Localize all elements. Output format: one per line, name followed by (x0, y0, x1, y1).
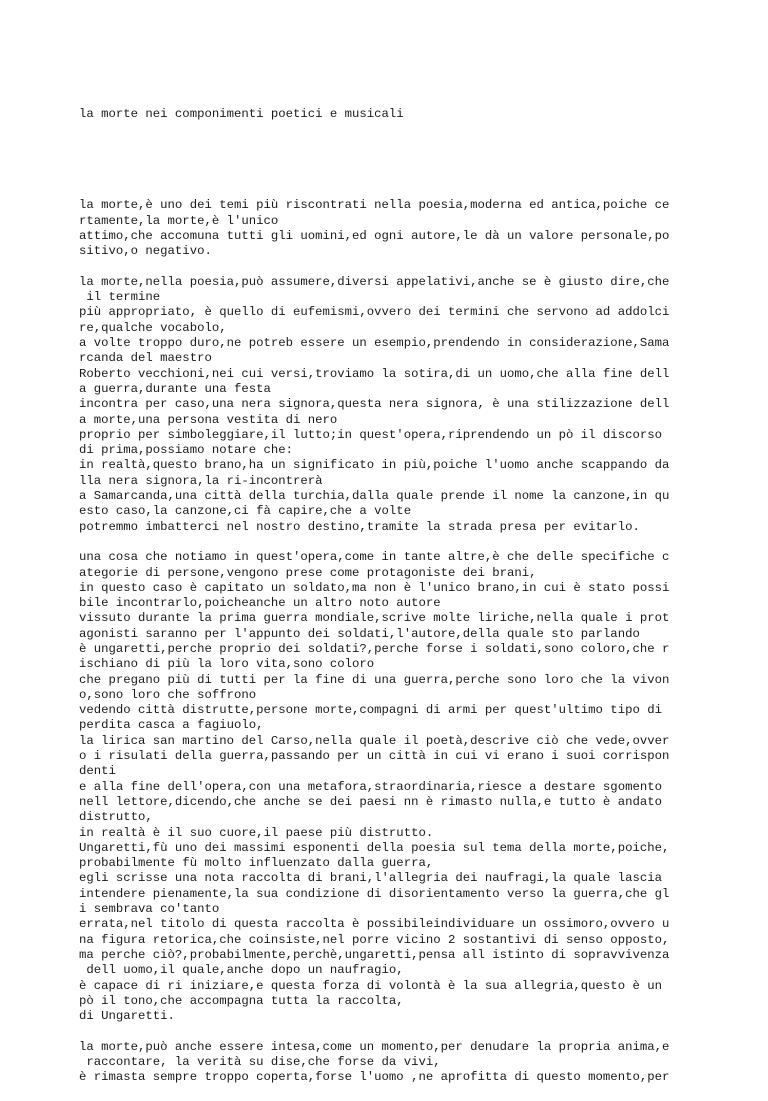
paragraph-spacer (79, 535, 719, 550)
text-line: agonisti saranno per l'appunto dei soldati,l'autore,della quale sto parlando (79, 626, 640, 641)
text-line: attimo,che accomuna tutti gli uomini,ed ogni autore,le dà un valore personale,po (79, 228, 670, 243)
paragraph-spacer (79, 260, 719, 275)
text-line: re,qualche vocabolo, (79, 320, 227, 335)
text-line: Roberto vecchioni,nei cui versi,troviamo la sotira,di un uomo,che alla fine dell (79, 366, 670, 381)
text-line: intendere pienamente,la sua condizione di disorientamento verso la guerra,che gl (79, 886, 670, 901)
text-line: raccontare, la verità su dise,che forse da vivi, (79, 1055, 441, 1069)
text-line: lla nera signora,la ri-incontrerà (79, 473, 323, 488)
text-line: in realtà,questo brano,ha un significato in più,poiche l'uomo anche scappando da (79, 458, 670, 473)
text-line: è rimasta sempre troppo coperta,forse l'uomo ,ne aprofitta di questo momento,per (79, 1070, 670, 1085)
text-line: o,sono loro che soffrono (79, 687, 257, 702)
text-line: nell lettore,dicendo,che anche se dei paesi nn è rimasto nulla,e tutto è andato (79, 794, 662, 809)
text-line: i sembrava co'tanto (79, 902, 220, 917)
text-line: Ungaretti,fù uno dei massimi esponenti della poesia sul tema della morte,poiche, (79, 840, 670, 855)
text-line: perdita casca a fagiuolo, (79, 718, 264, 733)
text-line: pò il tono,che accompagna tutta la raccolta, (79, 993, 404, 1008)
text-line: di Ungaretti. (79, 1009, 175, 1024)
text-line: na figura retorica,che coinsiste,nel porre vicino 2 sostantivi di senso opposto, (79, 932, 670, 947)
text-line: a morte,una persona vestita di nero (79, 412, 338, 427)
text-line: potremmo imbatterci nel nostro destino,tramite la strada presa per evitarlo. (79, 519, 640, 534)
text-line: incontra per caso,una nera signora,questa nera signora, è una stilizzazione dell (79, 397, 670, 412)
text-line: il termine (79, 290, 161, 305)
paragraph (79, 275, 719, 535)
text-line: di prima,possiamo notare che: (79, 443, 294, 458)
text-line: bile incontrarlo,poicheanche un altro noto autore (79, 596, 441, 611)
text-line: vedendo città distrutte,persone morte,compagni di armi per quest'ultimo tipo di (79, 703, 662, 718)
paragraph-spacer (79, 152, 719, 167)
text-line: probabilmente fù molto influenzato dalla guerra, (79, 856, 434, 871)
text-line: la morte,può anche essere intesa,come un momento,per denudare la propria anima,e (79, 1039, 670, 1054)
text-line: la morte,nella poesia,può assumere,diversi appelativi,anche se è giusto dire,che (79, 274, 670, 289)
document-title: la morte nei componimenti poetici e musicali (79, 106, 404, 121)
text-line: è capace di ri iniziare,e questa forza di volontà è la sua allegria,questo è un (79, 978, 662, 993)
text-line: a guerra,durante una festa (79, 381, 271, 396)
text-line: egli scrisse una nota raccolta di brani,l'allegria dei naufragi,la quale lascia (79, 871, 662, 886)
text-line: distrutto, (79, 810, 153, 825)
document-body (79, 198, 719, 1085)
text-line: o i risulati della guerra,passando per un città in cui vi erano i suoi corrispon (79, 749, 670, 764)
text-line: sitivo,o negativo. (79, 244, 212, 259)
text-line: a volte troppo duro,ne potreb essere un esempio,prendendo in considerazione,Sama (79, 336, 670, 351)
paragraph (79, 1040, 719, 1086)
text-line: dell uomo,il quale,anche dopo un naufragio, (79, 963, 404, 978)
paragraph (79, 550, 719, 1024)
text-line: rcanda del maestro (79, 351, 212, 366)
text-line: esto caso,la canzone,ci fà capire,che a volte (79, 504, 412, 519)
text-line: denti (79, 764, 116, 779)
text-line: ischiano di più la loro vita,sono coloro (79, 657, 375, 672)
text-line: la lirica san martino del Carso,nella quale il poetà,descrive ciò che vede,ovver (79, 733, 670, 748)
text-line: ategorie di persone,vengono prese come protagoniste dei brani, (79, 565, 537, 580)
text-line: in realtà è il suo cuore,il paese più distrutto. (79, 825, 434, 840)
text-line: che pregano più di tutti per la fine di una guerra,perche sono loro che la vivon (79, 672, 670, 687)
text-line: proprio per simboleggiare,il lutto;in quest'opera,riprendendo un pò il discorso (79, 427, 662, 442)
text-line: ma perche ciò?,probabilmente,perchè,ungaretti,pensa all istinto di sopravvivenza (79, 947, 670, 962)
paragraph-spacer (79, 1024, 719, 1039)
text-line: vissuto durante la prima guerra mondiale,scrive molte liriche,nella quale i prot (79, 611, 670, 626)
text-line: una cosa che notiamo in quest'opera,come in tante altre,è che delle specifiche c (79, 550, 670, 565)
text-line: e alla fine dell'opera,con una metafora,straordinaria,riesce a destare sgomento (79, 779, 662, 794)
text-line: in questo caso è capitato un soldato,ma non è l'unico brano,in cui è stato possi (79, 580, 670, 595)
text-line: la morte,è uno dei temi più riscontrati nella poesia,moderna ed antica,poiche ce (79, 198, 670, 213)
text-line: a Samarcanda,una città della turchia,dalla quale prende il nome la canzone,in qu (79, 489, 670, 504)
text-line: errata,nel titolo di questa raccolta è possibileindividuare un ossimoro,ovvero u (79, 917, 670, 932)
text-line: è ungaretti,perche proprio dei soldati?,perche forse i soldati,sono coloro,che r (79, 641, 670, 656)
paragraph (79, 198, 719, 259)
text-line: più appropriato, è quello di eufemismi,ovvero dei termini che servono ad addolci (79, 305, 670, 320)
text-line: rtamente,la morte,è l'unico (79, 213, 279, 228)
document-page (79, 76, 719, 1101)
